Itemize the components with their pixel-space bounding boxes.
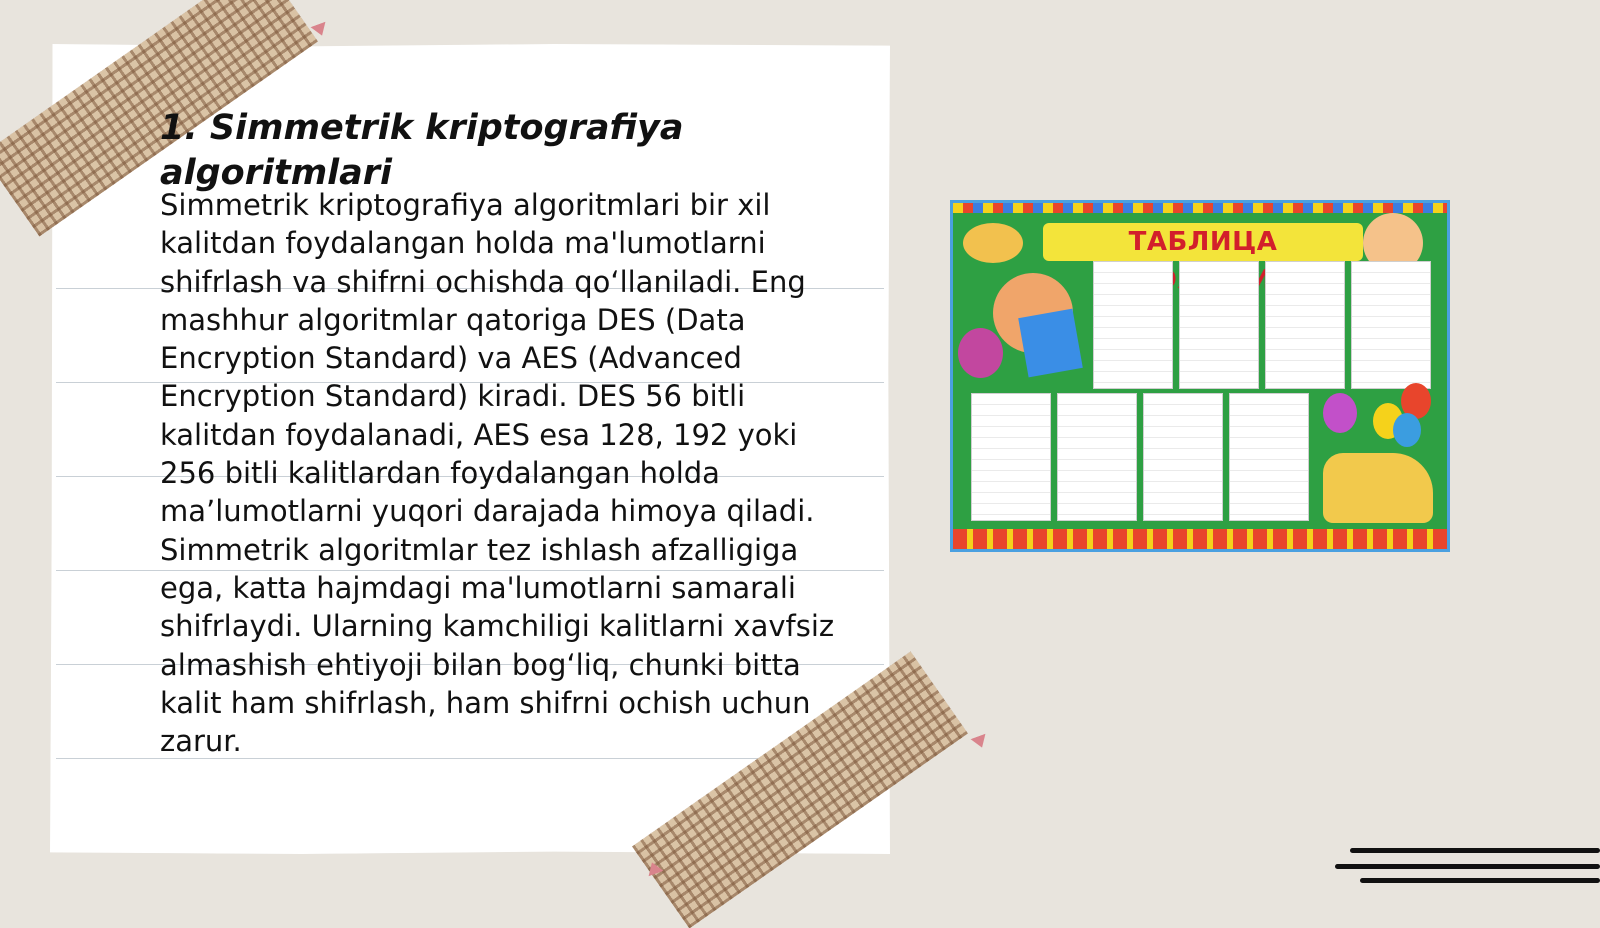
poster-banner: ТАБЛИЦА [1043, 223, 1363, 261]
balloon-icon [1323, 393, 1357, 433]
poster-bottom-border [953, 529, 1447, 549]
pencil-car-icon [1323, 453, 1433, 523]
tape-tip [970, 734, 989, 751]
balloon-icon [1393, 413, 1421, 447]
palette-icon [963, 223, 1023, 263]
addition-table-2 [1093, 261, 1173, 389]
addition-table-4 [1265, 261, 1345, 389]
stroke-line [1350, 848, 1600, 853]
slide-body-text: Simmetrik kriptografiya algoritmlari bir xil kalitdan foydalangan holda ma'lumotlarni shifrlash va shifrni ochishda qo‘llaniladi. Eng mashhur algoritmlar qatoriga DES (Data Encryption Standard) va AES (Advanced Encryption Standard) kiradi. DES 56 bitli kalitdan foydalanadi, AES esa 128, 192 yoki 256 bitli kalitlardan foydalangan holda ma’lumotlarni yuqori darajada himoya qiladi. Simmetrik algoritmlar tez ishlash afzalligiga ega, katta hajmdagi ma'lumotlarni samarali shifrlaydi. Ularning kamchiligi kalitlarni xavfsiz almashish ehtiyoji bilan bog‘liq, chunki bitta kalit ham shifrlash, ham shifrni ochish uchun zarur. [160, 188, 835, 759]
addition-table-7 [1057, 393, 1137, 521]
backpack-icon [958, 328, 1003, 378]
book-icon [1018, 309, 1083, 378]
addition-table-8 [1143, 393, 1223, 521]
addition-table-6 [971, 393, 1051, 521]
stroke-line [1360, 878, 1600, 883]
addition-table-9 [1229, 393, 1309, 521]
poster-top-border [953, 203, 1447, 213]
addition-table-3 [1179, 261, 1259, 389]
stroke-line [1335, 864, 1600, 869]
slide-title: 1. Simmetrik kriptografiya algoritmlari [160, 108, 684, 193]
addition-table-5 [1351, 261, 1431, 389]
decorative-strokes [1330, 840, 1600, 900]
addition-table-poster [950, 200, 1450, 552]
